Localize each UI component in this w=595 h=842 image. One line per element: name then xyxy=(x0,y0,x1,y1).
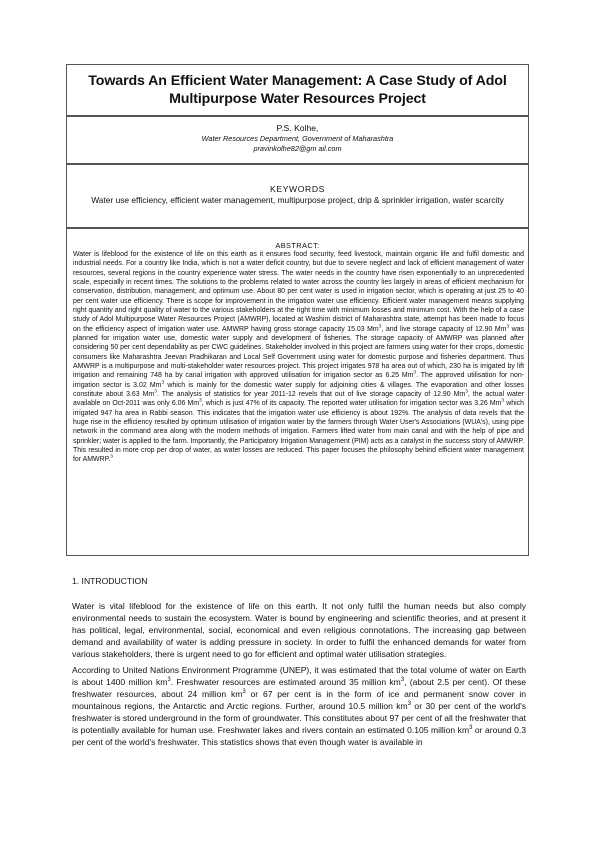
abstract-box xyxy=(66,228,529,556)
superscript: 3 xyxy=(501,398,505,404)
keywords-box xyxy=(66,164,529,228)
superscript: 3 xyxy=(161,380,165,386)
keywords-text: Water use efficiency, efficient water management, multipurpose project, drip & sprinkler irrigation, water scarcity xyxy=(91,195,504,205)
author-affiliation: Water Resources Department, Government of Maharashtra xyxy=(201,134,394,143)
superscript: 3 xyxy=(407,701,411,708)
superscript: 3 xyxy=(110,454,113,460)
paper-title: Towards An Efficient Water Management: A Case Study of Adol Multipurpose Water Resources Project xyxy=(88,73,507,107)
superscript: 3 xyxy=(378,324,382,330)
section-heading-introduction: 1. INTRODUCTION xyxy=(72,576,148,586)
keywords-heading: KEYWORDS xyxy=(270,184,325,194)
author-name: P.S. Kolhe, xyxy=(276,123,319,133)
superscript: 3 xyxy=(465,389,468,395)
title-box xyxy=(66,64,529,116)
superscript: 3 xyxy=(469,725,473,732)
abstract-body: Water is lifeblood for the existence of life on this earth as it ensures food security, feed livestock, maintain organic life and fulfil domestic and industrial needs. For a country like India, which is not a water deficit country, but due to severe neglect and lack of efficient management of water resources, several regions in the country experience water stress. The water needs in the country have risen exponentially to an unprecedented scale, especially in recent times. The solutions to the problems related to water across the country lies largely in areas of efficient mechanism for conservation, distribution, management, and optimum use. About 80 per cent water is used in irrigation sector, which is operating at just 25 to 40 per cent water use efficiency. There is scope for improvement in the irrigation water use efficiency. Efficient water management means supplying right quantity and right quality of water to the various stakeholders at the right time with minimum losses and minimum cost. With the help of a case study of Adol Multipurpose Water Resources Project (AMWRP), located at Washim district of Maharashtra state, attempt has been made to focus on the efficiency aspect of irrigation water use. AMWRP having gross storage capacity 15.03 Mm$^3$, and live storage capacity of 12.90 Mm$^3$ was planned for irrigation water use, domestic water supply and development of fisheries. The storage capacity of AMWRP was planned after considering 50 per cent dependability as per CWC guidelines. Stakeholder involved in this project are farmers using water for their crops, domestic consumers like Maharashtra Jeevan Pradhikaran and Local Self Government using water for domestic purpose and fisheries department. Thus AMWRP is a multipurpose and multi-stakeholder water resources project. This project irrigates 978 ha area out of which, 230 ha is irrigated by lift irrigation and remaining 748 ha by canal irrigation with approved utilisation for irrigation sector as 6.25 Mm$^3$. The approved utilisation for non-irrigation sector is 3.02 Mm$^3$ which is mainly for the domestic water supply for adjoining cities & villages. The evaporation and other losses constitute about 3.63 Mm$^3$. The analysis of statistics for year 2011-12 revels that out of live storage capacity of 12.90 Mm$^3$, the actual water available on Oct-2011 was only 6.06 Mm$^3$, which is just 47% of its capacity. The reported water utilisation for irrigation sector was 3.26 Mm$^3$ which irrigated 947 ha area in Rabbi season. This indicates that the irrigation water use efficiency is about 192%. The analysis of data revels that the huge rise in the efficiency resulted by optimum utilisation of irrigation water by the farmers through Water User's Associations (WUA's), using pipe network in the command area along with the modern methods of irrigation. Farmers lifted water from main canal and with the help of pipe and sprinkler; water is applied to the farm. Importantly, the Participatory Irrigation Management (PIM) acts as a catalyst in the success story of AMWRP. This resulted in more crop per drop of water, as water losses are reduced. This paper focuses the philosophy behind efficient water management for AMWRP.$^3$ xyxy=(73,251,525,464)
superscript: 3 xyxy=(167,677,171,684)
intro-paragraph-2: According to United Nations Environment Programme (UNEP), it was estimated that the total volume of water on Earth is about 1400 million $km^3$. Freshwater resources are estimated around 35 million $km^3$, (about 2.5 per cent). Of these freshwater resources, about 24 million $km^3$ or 67 per cent is in the form of ice and permanent snow cover in mountainous regions, the Antarctic and Arctic regions. Further, around 10.5 million $km^3$ or 30 per cent of the world's freshwater is stored underground in the form of groundwater. This constitutes about 97 per cent of all the freshwater that is potentially available for human use. Freshwater lakes and rivers contain an estimated 0.105 million $km^3$ or around 0.3 per cent of the world's freshwater. This statistics shows that even though water is available in xyxy=(72,665,527,748)
superscript: 3 xyxy=(154,389,157,395)
superscript: 3 xyxy=(242,689,246,696)
intro-paragraph-1: Water is vital lifeblood for the existence of life on this earth. It not only fulfil the human needs but also comply environmental needs to sustain the ecosystem. Water is bound by engineering and scientific theories, and at present it has political, legal, environmental, social, economical and even religious connotations. The increasing gap between demand and availability of water is adding pressure in society. In order to fulfil the enhanced demands for water from various stakeholders, there is urgent need to go for efficient and optimal water utilisation strategies. xyxy=(72,601,526,660)
superscript: 3 xyxy=(199,398,202,404)
abstract-heading: ABSTRACT: xyxy=(275,241,320,250)
superscript: 3 xyxy=(413,370,417,376)
author-email: pravinkolhe82@gm ail.com xyxy=(253,144,342,153)
superscript: 3 xyxy=(506,324,510,330)
author-box xyxy=(66,116,529,164)
superscript: 3 xyxy=(400,677,405,684)
